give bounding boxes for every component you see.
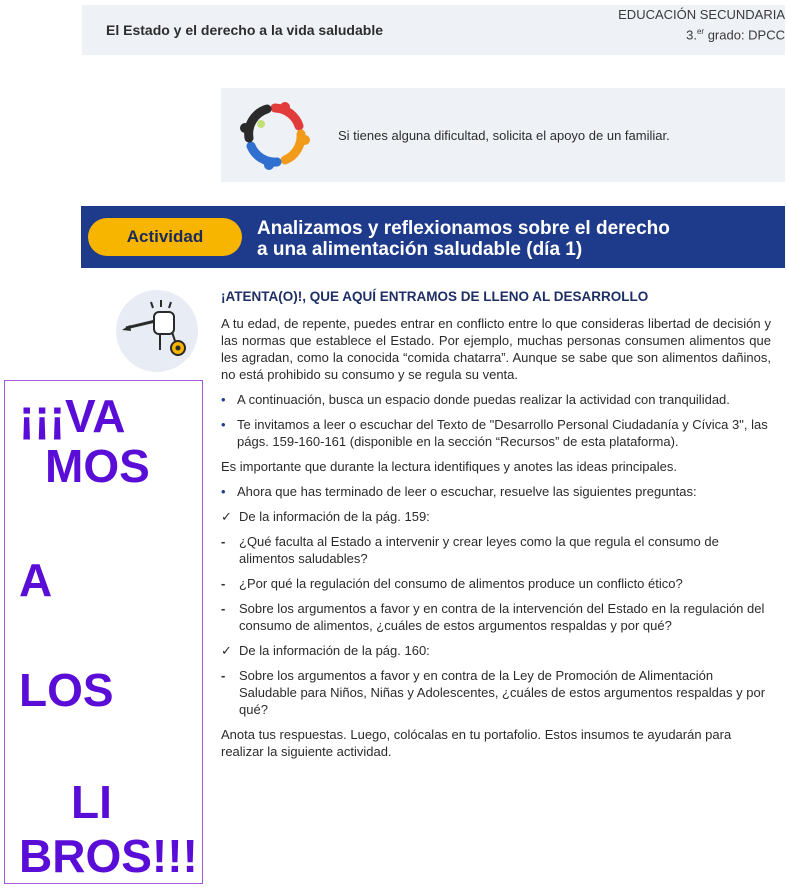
- checklist-item: ✓ De la información de la pág. 160:: [221, 643, 430, 658]
- promo-line: A: [19, 554, 53, 606]
- help-notice: [221, 88, 785, 182]
- question-item: - Sobre los argumentos a favor y en contra de la Ley de Promoción de Alimentación Saludable para Niños, Niñas y Adolescentes, ¿cuáles de estos argumentos respaldas y por qué?: [221, 668, 766, 717]
- activity-title: Analizamos y reflexionamos sobre el derecho a una alimentación saludable (día 1): [257, 218, 670, 260]
- list-item: • Ahora que has terminado de leer o escuchar, resuelve las siguientes preguntas:: [221, 484, 697, 499]
- section-heading: ¡ATENTA(O)!, QUE AQUÍ ENTRAMOS DE LLENO AL DESARROLLO: [221, 289, 649, 304]
- level-line: EDUCACIÓN SECUNDARIA: [618, 7, 785, 22]
- promo-line: BROS!!!: [19, 830, 198, 882]
- checklist-item: ✓ De la información de la pág. 159:: [221, 509, 430, 524]
- list-item: • A continuación, busca un espacio donde puedas realizar la actividad con tranquilidad.: [221, 392, 730, 407]
- promo-line: LOS: [19, 664, 114, 716]
- pencil-gear-icon: [116, 290, 198, 372]
- list-item: • Te invitamos a leer o escuchar del Texto de "Desarrollo Personal Ciudadanía y Cívica 3", las págs. 159-160-161 (disponible en la sección “Recursos” de esta plataforma).: [221, 417, 768, 449]
- page-title: El Estado y el derecho a la vida saludable: [106, 22, 383, 38]
- intro-paragraph: A tu edad, de repente, puedes entrar en conflicto entre lo que consideras libertad de decisión y las normas que establece el Estado. Por ejemplo, muchas personas consumen alimentos que les agradan, como la conocida “comida chatarra”. Aunque se sabe que son alimentos dañinos, no está prohibido su consumo y se regula su venta.: [221, 316, 771, 382]
- question-item: - ¿Por qué la regulación del consumo de alimentos produce un conflicto ético?: [221, 576, 683, 591]
- promo-line: MOS: [45, 440, 150, 492]
- activity-banner: [81, 206, 785, 268]
- promo-box: [4, 380, 203, 884]
- grade-line: 3.$^{er}$ grado: DPCC: [686, 27, 785, 43]
- help-text: Si tienes alguna dificultad, solicita el apoyo de un familiar.: [338, 128, 670, 143]
- promo-line: LI: [71, 776, 112, 828]
- activity-badge: Actividad: [88, 218, 242, 256]
- question-item: - Sobre los argumentos a favor y en contra de la intervención del Estado en la regulación del consumo de alimentos, ¿cuáles de estos argumentos respaldas y por qué?: [221, 601, 765, 633]
- important-paragraph: Es importante que durante la lectura identifiques y anotes las ideas principales.: [221, 459, 677, 474]
- family-circle-icon: [239, 100, 311, 170]
- grade-label: [618, 6, 785, 43]
- closing-note: Anota tus respuestas. Luego, colócalas en tu portafolio. Estos insumos te ayudarán para realizar la siguiente actividad.: [221, 727, 732, 759]
- question-item: - ¿Qué faculta al Estado a intervenir y crear leyes como la que regula el consumo de alimentos saludables?: [221, 534, 719, 566]
- development-section: [221, 288, 771, 760]
- promo-line: ¡¡¡VA: [19, 390, 126, 442]
